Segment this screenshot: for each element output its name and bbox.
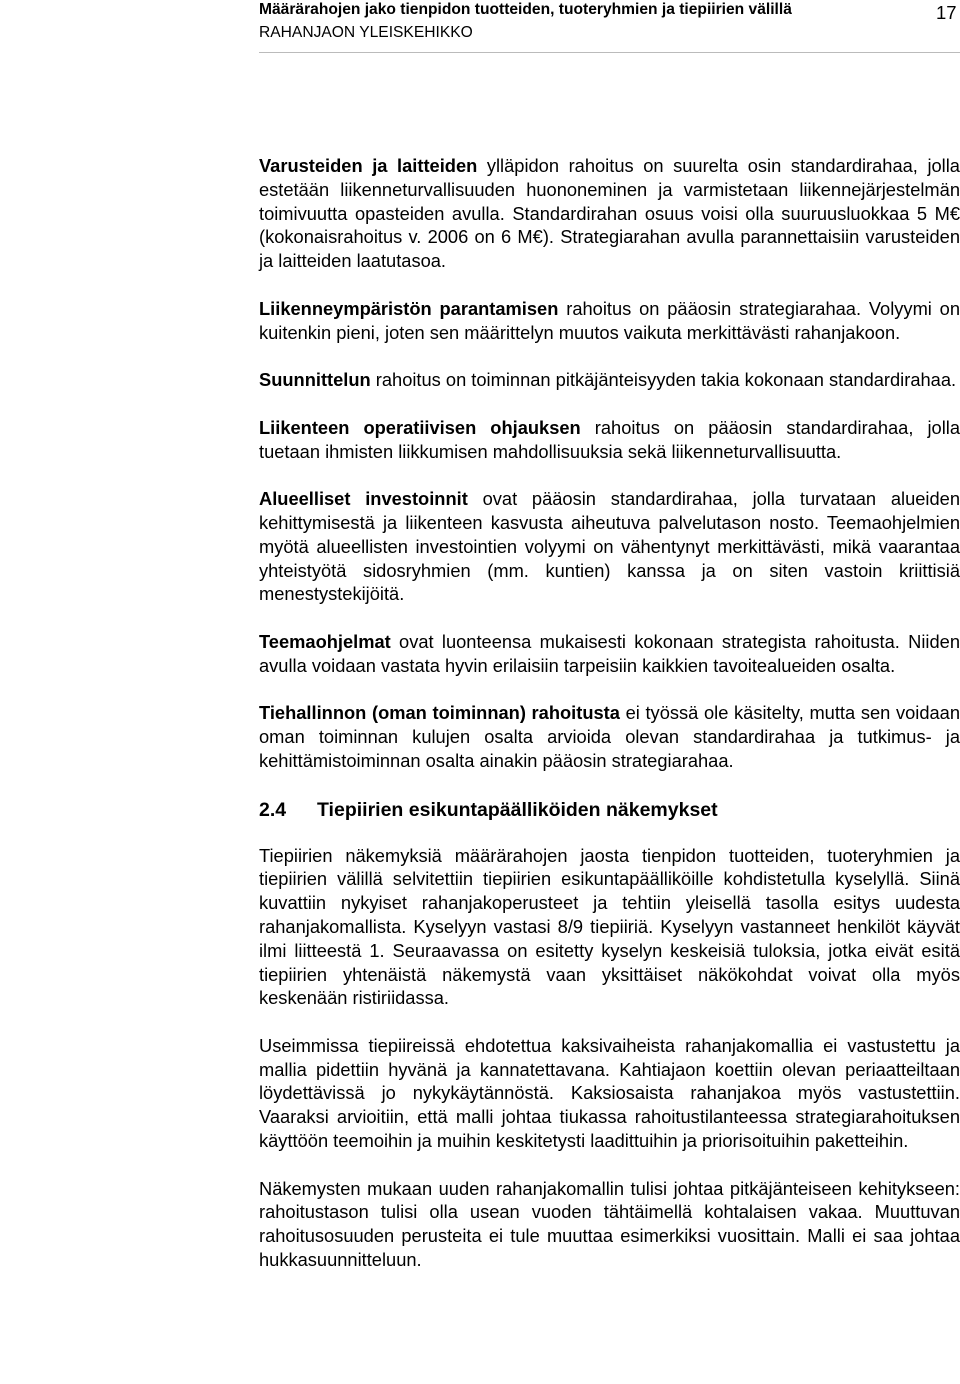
page-number: 17 [936,2,957,23]
document-subtitle: RAHANJAON YLEISKEHIKKO [259,24,473,41]
paragraph-lead: Liikenteen operatiivisen ohjauksen [259,416,581,438]
paragraph [259,487,960,606]
paragraph [259,154,960,273]
paragraph-lead: Alueelliset investoinnit [259,488,468,510]
section-heading [259,797,960,824]
paragraph-text: ovat luonteensa mukaisesti kokonaan strategista rahoitusta. Niiden avulla voidaan vastata hyvin erilaisiin tarpeisiin kaikkien tavoitealueiden osalta. [259,630,960,676]
paragraph-lead: Teemaohjelmat [259,630,391,652]
paragraph-lead: Tiehallinnon (oman toiminnan) rahoitusta [259,702,620,724]
paragraph [259,416,960,464]
paragraph-text: rahoitus on pääosin strategiarahaa. Volyymi on kuitenkin pieni, joten sen määrittelyn muutos vaikuta merkittävästi rahanjakoon. [259,297,960,343]
paragraph [259,630,960,678]
section-number: 2.4 [259,798,287,821]
section-title: Tiepiirien esikuntapäälliköiden näkemykset [317,798,718,821]
paragraph-lead: Suunnittelun [259,369,371,391]
paragraph [259,297,960,345]
paragraph-text: ei työssä ole käsitelty, mutta sen voidaan oman toiminnan kulujen osalta arvioida olevan standardirahaa ja tutkimus- ja kehittämistoiminnan osalta ainakin pääosin strategiarahaa. [259,702,960,771]
paragraph: Näkemysten mukaan uuden rahanjakomallin tulisi johtaa pitkäjänteiseen kehitykseen: rahoitustason tulisi olla usean vuoden tähtäimellä kohtalaisen vakaa. Muuttuvan rahoitusosuuden perusteita ei tule muuttaa esimerkiksi vuosittain. Malli ei saa johtaa hukkasuunnitteluun. [259,1177,960,1271]
paragraph-text: rahoitus on toiminnan pitkäjänteisyyden takia kokonaan standardirahaa. [370,369,957,391]
paragraph: Tiepiirien näkemyksiä määrärahojen jaosta tienpidon tuotteiden, tuoteryhmien ja tiepiirien välillä selvitettiin tiepiirien esikuntapäälliköille kohdistetulla kyselyllä. Siinä kuvattiin nykyiset rahanjakoperusteet ja tehtiin yleisellä tasolla esitys uudesta rahanjakomallista. Kyselyyn vastasi 8/9 tiepiiriä. Kyselyyn vastanneet henkilöt käyvät ilmi liitteestä 1. Seuraavassa on esitetty kyselyn keskeisiä tuloksia, jotka eivät esitä tiepiirien yhtenäistä näkemystä vaan yksittäiset näkökohdat voivat olla myös keskenään ristiriidassa. [259,844,960,1009]
paragraph [259,368,960,392]
document-title: Määrärahojen jako tienpidon tuotteiden, tuoteryhmien ja tiepiirien välillä [259,1,792,18]
paragraph [259,701,960,772]
paragraph-text: rahoitus on pääosin standardirahaa, jolla tuetaan ihmisten liikkumisen mahdollisuuksia sekä liikenneturvallisuutta. [259,416,960,462]
paragraph-lead: Liikenneympäristön parantamisen [259,297,559,319]
paragraph-lead: Varusteiden ja laitteiden [259,155,478,176]
paragraph-text: ovat pääosin standardirahaa, jolla turvataan alueiden kehittymisestä ja liikenteen kasvusta aiheutuva palvelutason nosto. Teemaohjelmien myötä alueellisten investointien volyymi on vähentynyt merkittävästi, mikä vaarantaa yhteistyötä sidosryhmien (mm. kuntien) kanssa ja on siten vastoin kriittisiä menestystekijöitä. [259,488,960,605]
paragraph: Useimmissa tiepiireissä ehdotettua kaksivaiheista rahanjakomallia ei vastustettu ja mallia pidettiin hyvänä ja kannatettavana. Kahtiajaon koettiin olevan periaatteiltaan löydettävissä jo nykykäytännöstä. Kaksiosaista rahanjakoa myös vastustettiin. Vaaraksi arvioitiin, että malli johtaa tiukassa rahoitustilanteessa strategiarahoituksen käyttöön teemoihin ja muihin keskitetysti laadittuihin ja priorisoituihin paketteihin. [259,1034,960,1152]
page-body [259,154,960,1296]
header-divider [259,52,960,53]
paragraph-text: ylläpidon rahoitus on suurelta osin standardirahaa, jolla estetään liikenneturvallisuuden huononeminen ja varmistetaan liikennejärjestelmän toimivuutta opasteiden avulla. Standardirahan osuus voisi olla suuruusluokkaa 5 M€ (kokonaisrahoitus v. 2006 on 6 M€). Strategiarahan avulla parannettaisiin varusteiden ja laitteiden laatutasoa. [259,155,960,272]
